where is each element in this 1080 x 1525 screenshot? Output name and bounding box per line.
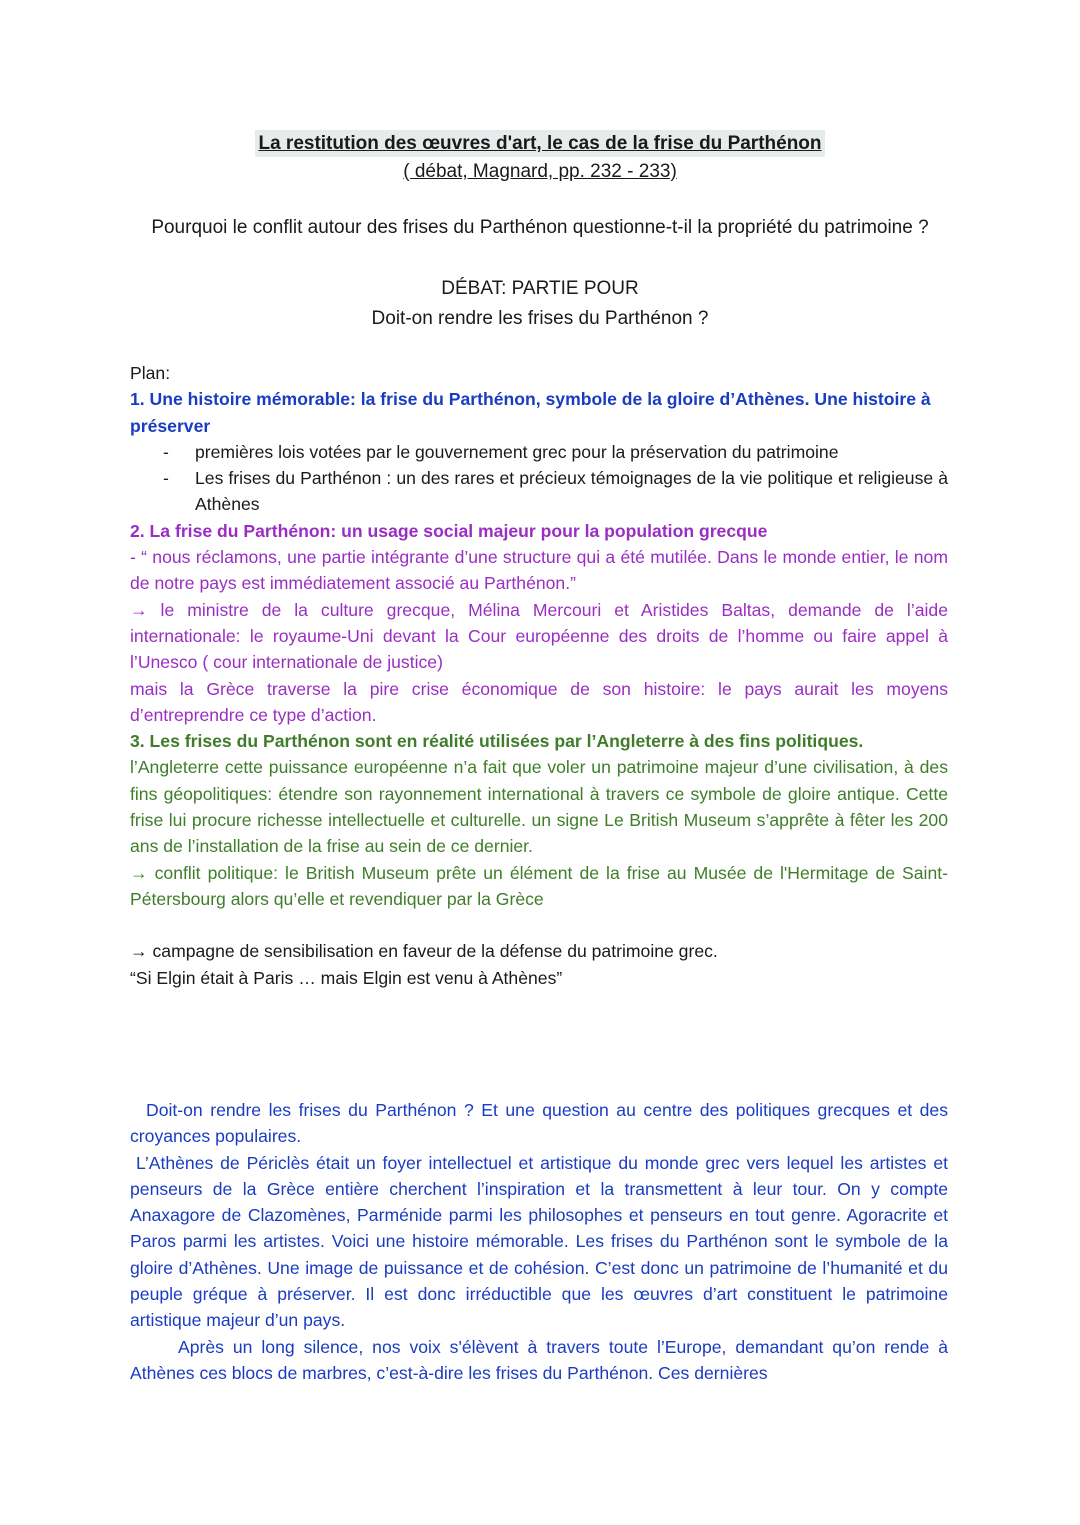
plan-part-2-quote: - “ nous réclamons, une partie intégrante d’une structure qui a été mutilée. Dans le monde entier, le nom de notre pays est immédiatement associé au Parthénon.” bbox=[130, 547, 948, 594]
plan-label: Plan: bbox=[130, 363, 171, 383]
plan-part-3-body: l’Angleterre cette puissance européenne n’a fait que voler un patrimoine majeur d’une civilisation, à des fins géopolitiques: étendre son rayonnement international à travers ce symbole de gloire antique. Cette frise lui procure richesse intellectuelle et culturelle. un signe Le British Museum s’apprête à fêter les 200 ans de l’installation de la frise au sein de ce dernier. bbox=[130, 757, 948, 857]
plan-part-2-note: mais la Grèce traverse la pire crise économique de son histoire: le pays aurait les moyens d’entreprendre ce type d’action. bbox=[130, 678, 948, 725]
spacer bbox=[130, 912, 948, 938]
debate-heading: DÉBAT: PARTIE POUR bbox=[441, 278, 639, 299]
essay-section bbox=[130, 1097, 948, 1386]
debate-heading-block bbox=[0, 274, 1080, 334]
title-block bbox=[0, 130, 1080, 187]
plan-part-2-title: 2. La frise du Parthénon: un usage social majeur pour la population grecque bbox=[130, 520, 768, 541]
document-subtitle: ( débat, Magnard, pp. 232 - 233) bbox=[403, 161, 677, 182]
plan-part-1-list bbox=[130, 439, 948, 518]
document-title: La restitution des œuvres d'art, le cas de la frise du Parthénon bbox=[255, 130, 824, 157]
campaign-line: → campagne de sensibilisation en faveur de la défense du patrimoine grec. bbox=[130, 941, 718, 962]
plan-part-1-title: 1. Une histoire mémorable: la frise du Parthénon, symbole de la gloire d’Athènes. Une histoire à préserver bbox=[130, 389, 931, 436]
essay-paragraph-3: Après un long silence, nos voix s'élèvent à travers toute l’Europe, demandant qu’on rende à Athènes ces blocs de marbres, c’est-à-dire les frises du Parthénon. Ces dernières bbox=[130, 1336, 948, 1383]
plan-part-2-arrow: → le ministre de la culture grecque, Mélina Mercouri et Aristides Baltas, demande de l’aide internationale: le royaume-Uni devant la Cour européenne des droits de l’homme ou faire appel à l’Unesco ( cour internationale de justice) bbox=[130, 599, 948, 673]
central-question: Pourquoi le conflit autour des frises du Parthénon questionne-t-il la propriété du patrimoine ? bbox=[151, 217, 929, 238]
debate-subheading: Doit-on rendre les frises du Parthénon ? bbox=[371, 308, 709, 329]
list-item: - Les frises du Parthénon : un des rares et précieux témoignages de la vie politique et religieuse à Athènes bbox=[195, 465, 948, 518]
essay-paragraph-1: Doit-on rendre les frises du Parthénon ? Et une question au centre des politiques grecques et des croyances populaires. bbox=[130, 1100, 948, 1147]
plan-part-3-title: 3. Les frises du Parthénon sont en réalité utilisées par l’Angleterre à des fins politiques. bbox=[130, 731, 864, 752]
plan-section bbox=[130, 360, 948, 991]
list-item: - premières lois votées par le gouvernement grec pour la préservation du patrimoine bbox=[195, 439, 948, 465]
slogan-line: “Si Elgin était à Paris … mais Elgin est venu à Athènes” bbox=[130, 967, 563, 988]
essay-paragraph-2: L’Athènes de Périclès était un foyer intellectuel et artistique du monde grec vers lequel les artistes et penseurs de la Grèce entière cherchent l’inspiration et la transmettent à leur tour. On y compte Anaxagore de Clazomènes, Parménide parmi les philosophes et penseurs en tout genre. Agoracrite et Paros parmi les artistes. Voici une histoire mémorable. Les frises du Parthénon sont le symbole de la gloire d’Athènes. Une image de puissance et de cohésion. C’est donc un patrimoine de l’humanité et du peuple gréque à préserver. Il est donc irréductible que les œuvres d’art constituent le patrimoine artistique majeur d’un pays. bbox=[130, 1152, 948, 1331]
plan-part-3-arrow: → conflit politique: le British Museum prête un élément de la frise au Musée de l'Hermitage de Saint-Pétersbourg alors qu’elle et revendiquer par la Grèce bbox=[130, 862, 948, 909]
